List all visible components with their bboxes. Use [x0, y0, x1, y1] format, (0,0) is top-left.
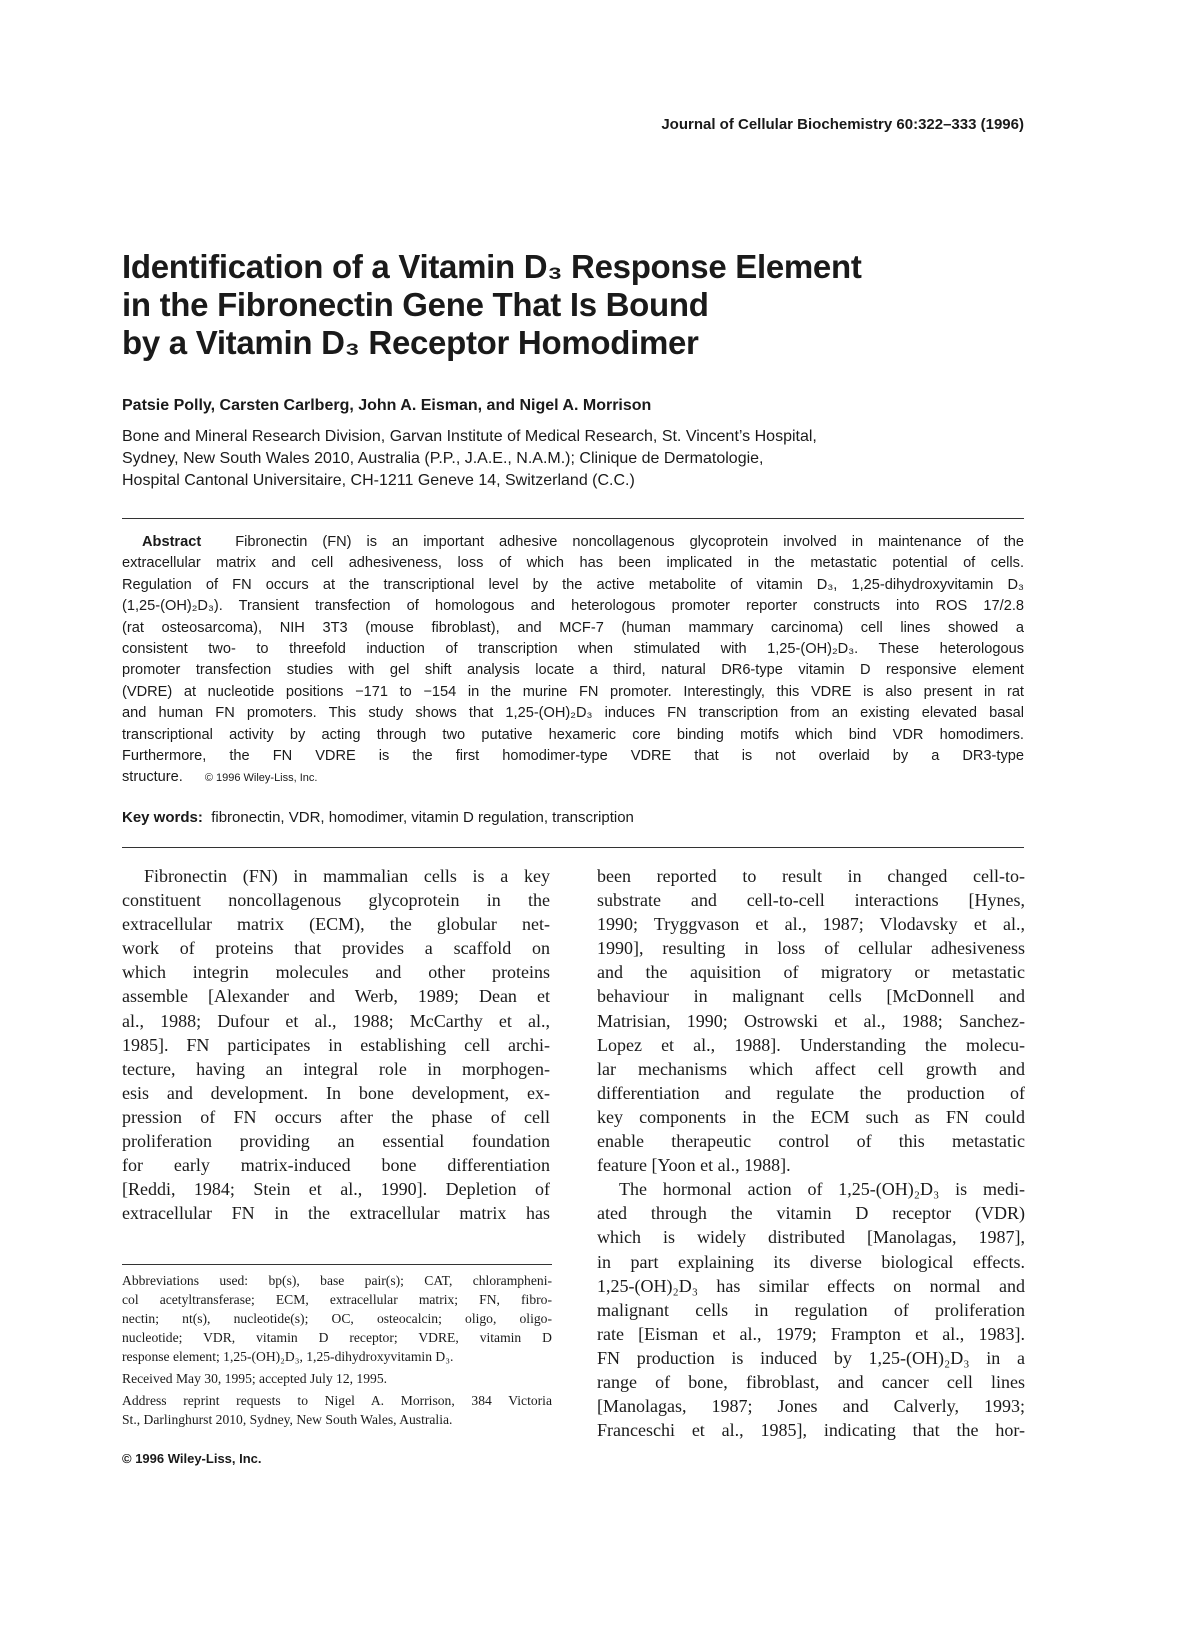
abstract-line: and human FN promoters. This study shows that 1,25-(OH)₂D₃ induces FN transcription from an existing elevated basal: [122, 705, 1024, 722]
paragraph: [597, 864, 1025, 1177]
abstract-line: transcriptional activity by acting through two putative hexameric core binding motifs which bind VDR homodimers.: [122, 726, 1024, 743]
footnotes: [122, 1271, 552, 1429]
footnote-divider: [122, 1264, 552, 1265]
abstract-line: (rat osteosarcoma), NIH 3T3 (mouse fibroblast), and MCF-7 (human mammary carcinoma) cell lines showed a: [122, 619, 1024, 636]
body-line: extracellular matrix (ECM), the globular net-: [122, 914, 550, 935]
title-line: by a Vitamin D₃ Receptor Homodimer: [122, 324, 699, 361]
body-line: been reported to result in changed cell-to-: [597, 866, 1025, 886]
body-line: 1990], resulting in loss of cellular adhesiveness: [597, 938, 1025, 959]
title-line: Identification of a Vitamin D₃ Response Element: [122, 248, 862, 285]
body-line: differentiation and regulate the production of: [597, 1082, 1025, 1103]
abstract-line: Furthermore, the FN VDRE is the first homodimer-type VDRE that is not overlaid by a DR3-type: [122, 748, 1024, 765]
body-line: proliferation providing an essential foundation: [122, 1131, 550, 1152]
abbreviations-footnote: [122, 1271, 552, 1366]
body-line: substrate and cell-to-cell interactions [Hynes,: [597, 890, 1025, 911]
body-column-left: [122, 864, 550, 1225]
footnote-line: col acetyltransferase; ECM, extracellular matrix; FN, fibro-: [122, 1292, 552, 1307]
abstract-line: [122, 767, 1024, 789]
footnote-line: nucleotide; VDR, vitamin D receptor; VDRE, vitamin D: [122, 1330, 552, 1345]
abstract-copyright: © 1996 Wiley-Liss, Inc.: [204, 772, 318, 785]
divider: [122, 518, 1024, 519]
journal-citation: Journal of Cellular Biochemistry 60:322–333 (1996): [661, 116, 1024, 133]
abstract-line: Regulation of FN occurs at the transcriptional level by the active metabolite of vitamin D₃, 1,25-dihydroxyvitamin D₃: [122, 576, 1024, 593]
footnote-line: St., Darlinghurst 2010, Sydney, New South Wales, Australia.: [122, 1412, 453, 1427]
body-line: 1990; Tryggvason et al., 1987; Vlodavsky et al.,: [597, 914, 1025, 935]
reprint-address: [122, 1391, 552, 1429]
body-line: 1985]. FN participates in establishing cell archi-: [122, 1034, 550, 1055]
body-column-right: [597, 864, 1025, 1442]
title-line: in the Fibronectin Gene That Is Bound: [122, 286, 709, 323]
body-line: Lopez et al., 1988]. Understanding the molecu-: [597, 1034, 1025, 1055]
paragraph: [597, 1177, 1025, 1442]
footnote-line: Address reprint requests to Nigel A. Morrison, 384 Victoria: [122, 1393, 552, 1408]
received-dates: Received May 30, 1995; accepted July 12, 1995.: [122, 1371, 388, 1386]
body-line: lar mechanisms which affect cell growth and: [597, 1058, 1025, 1079]
abstract-line: extracellular matrix and cell adhesiveness, loss of which has been implicated in the metastatic potential of cells.: [122, 555, 1024, 572]
abstract-line: (1,25-(OH)₂D₃). Transient transfection of homologous and heterologous promoter reporter constructs into ROS 17/2.8: [122, 598, 1024, 615]
body-line: work of proteins that provides a scaffold on: [122, 938, 550, 959]
body-line: range of bone, fibroblast, and cancer cell lines: [597, 1371, 1025, 1392]
affiliation-line: Hospital Cantonal Universitaire, CH-1211 Geneve 14, Switzerland (C.C.): [122, 472, 635, 489]
body-line: assemble [Alexander and Werb, 1989; Dean et: [122, 986, 550, 1007]
body-line: for early matrix-induced bone differentiation: [122, 1155, 550, 1176]
footnote-line: response element; 1,25-(OH)₂D₃, 1,25-dihydroxyvitamin D₃.: [122, 1349, 454, 1364]
body-line: 1,25-(OH)₂D₃ has similar effects on normal and: [597, 1275, 1025, 1296]
body-line: rate [Eisman et al., 1979; Frampton et al., 1983].: [597, 1323, 1025, 1344]
body-line: Franceschi et al., 1985], indicating that the hor-: [597, 1420, 1025, 1441]
body-line: extracellular FN in the extracellular matrix has: [122, 1203, 550, 1224]
abstract-line: (VDRE) at nucleotide positions −171 to −154 in the murine FN promoter. Interestingly, this VDRE is also present in rat: [122, 683, 1024, 700]
body-line: ated through the vitamin D receptor (VDR): [597, 1203, 1025, 1224]
body-line: [Manolagas, 1987; Jones and Calverly, 1993;: [597, 1396, 1025, 1417]
paragraph: [122, 864, 550, 1225]
abstract-label: Abstract: [142, 534, 202, 550]
body-line: esis and development. In bone development, ex-: [122, 1082, 550, 1103]
body-line: al., 1988; Dufour et al., 1988; McCarthy et al.,: [122, 1010, 550, 1031]
footnote-line: Abbreviations used: bp(s), base pair(s); CAT, chlorampheni-: [122, 1273, 552, 1288]
affiliation-line: Bone and Mineral Research Division, Garvan Institute of Medical Research, St. Vincent’s Hospital,: [122, 428, 817, 445]
abstract-line: promoter transfection studies with gel shift analysis locate a third, natural DR6-type vitamin D responsive element: [122, 662, 1024, 679]
abstract-line: consistent two- to threefold induction of transcription when stimulated with 1,25-(OH)₂D₃. These heterologous: [122, 641, 1024, 658]
body-line: and the aquisition of migratory or metastatic: [597, 962, 1025, 983]
body-line: feature [Yoon et al., 1988].: [597, 1155, 791, 1176]
divider: [122, 847, 1024, 848]
affiliation-line: Sydney, New South Wales 2010, Australia (P.P., J.A.E., N.A.M.); Clinique de Dermatologie,: [122, 450, 764, 467]
body-line: malignant cells in regulation of proliferation: [597, 1299, 1025, 1320]
keywords: [122, 809, 634, 826]
keywords-label: Key words:: [122, 809, 203, 826]
body-line: which integrin molecules and other proteins: [122, 962, 550, 983]
copyright: © 1996 Wiley-Liss, Inc.: [122, 1451, 262, 1466]
body-line: pression of FN occurs after the phase of cell: [122, 1106, 550, 1127]
body-line: The hormonal action of 1,25-(OH)₂D₃ is medi-: [619, 1179, 1025, 1200]
body-line: [Reddi, 1984; Stein et al., 1990]. Depletion of: [122, 1179, 550, 1200]
body-line: FN production is induced by 1,25-(OH)₂D₃ in a: [597, 1347, 1025, 1368]
footnote-line: nectin; nt(s), nucleotide(s); OC, osteocalcin; oligo, oligo-: [122, 1311, 552, 1326]
body-line: which is widely distributed [Manolagas, 1987],: [597, 1227, 1025, 1248]
affiliations: [122, 426, 1022, 492]
body-line: Matrisian, 1990; Ostrowski et al., 1988; Sanchez-: [597, 1010, 1025, 1031]
body-line: enable therapeutic control of this metastatic: [597, 1131, 1025, 1152]
abstract-text: Fibronectin (FN) is an important adhesive noncollagenous glycoprotein involved in maintenance of the: [235, 534, 1024, 550]
body-line: in part explaining its diverse biological effects.: [597, 1251, 1025, 1272]
body-line: Fibronectin (FN) in mammalian cells is a key: [144, 866, 550, 886]
body-line: key components in the ECM such as FN could: [597, 1106, 1025, 1127]
article-title: [122, 248, 1022, 362]
abstract-text: structure.: [122, 769, 183, 786]
keywords-text: fibronectin, VDR, homodimer, vitamin D regulation, transcription: [211, 809, 634, 826]
abstract-line: [122, 532, 1024, 553]
body-line: tecture, having an integral role in morphogen-: [122, 1058, 550, 1079]
body-line: constituent noncollagenous glycoprotein in the: [122, 890, 550, 911]
authors: Patsie Polly, Carsten Carlberg, John A. Eisman, and Nigel A. Morrison: [122, 397, 652, 414]
abstract: [122, 532, 1024, 790]
body-line: behaviour in malignant cells [McDonnell and: [597, 986, 1025, 1007]
